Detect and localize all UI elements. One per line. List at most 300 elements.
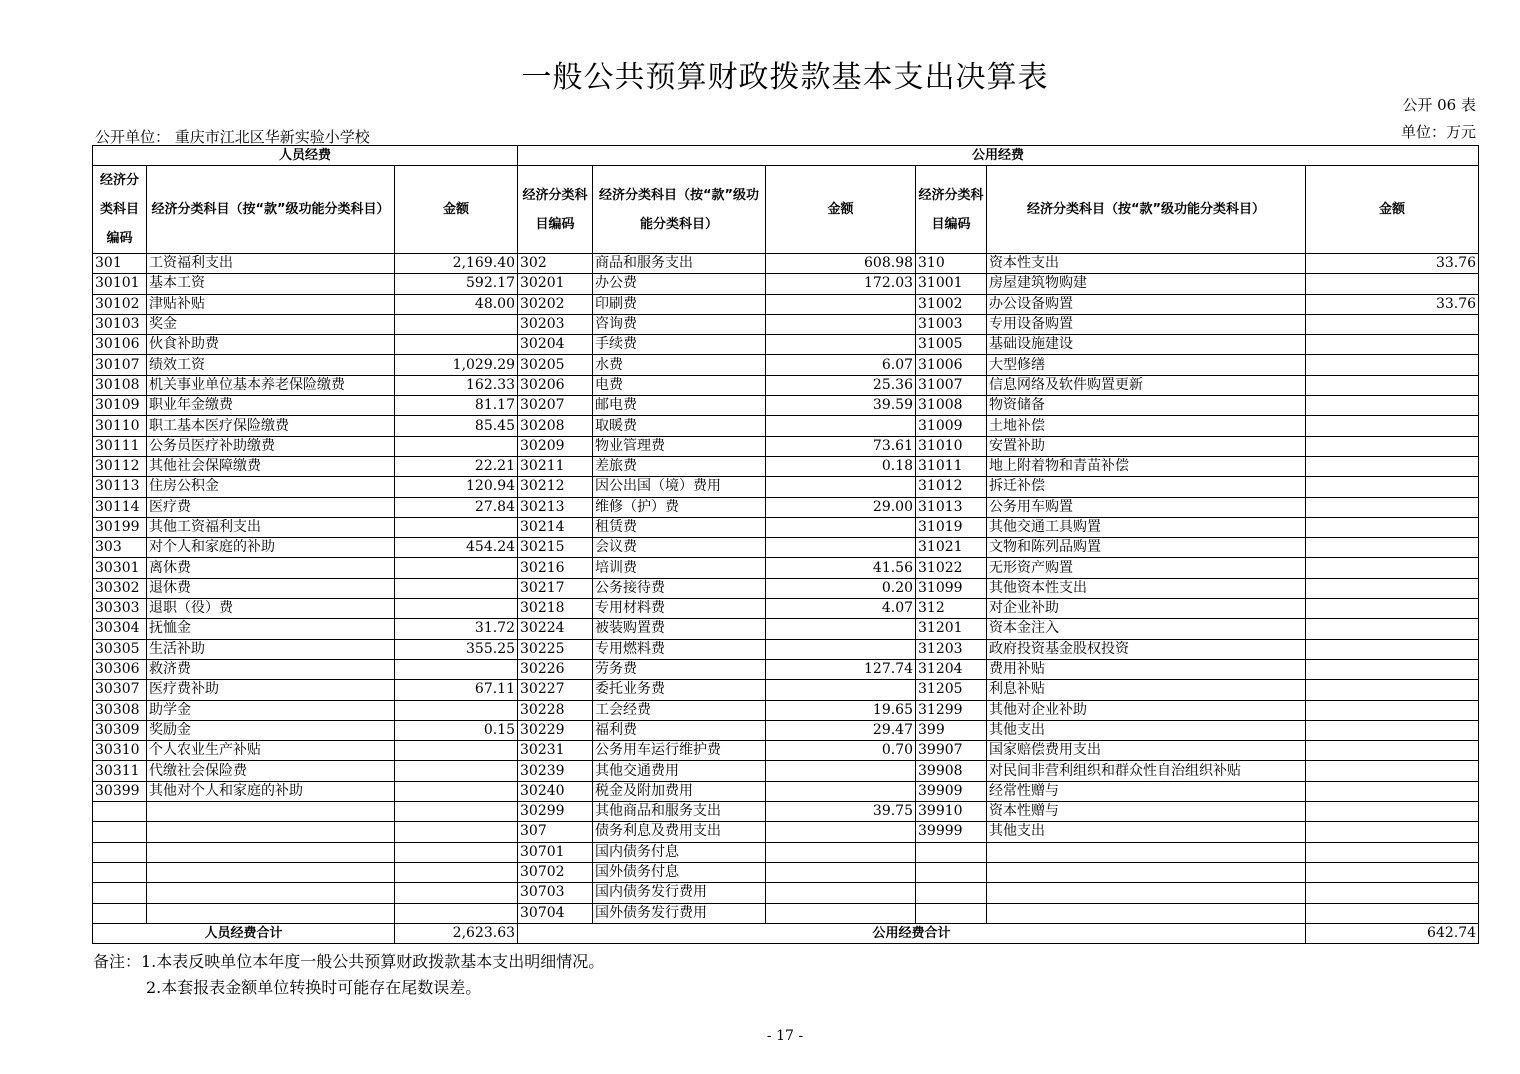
cell-amount xyxy=(1306,375,1479,395)
cell-amount xyxy=(1306,355,1479,375)
personnel-total-amount: 2,623.63 xyxy=(395,923,518,943)
table-row xyxy=(93,314,1479,334)
amount-header: 金额 xyxy=(395,166,518,254)
cell-name: 费用补贴 xyxy=(987,659,1306,679)
cell-name: 水费 xyxy=(593,355,766,375)
cell-name: 被装购置费 xyxy=(593,619,766,639)
note-line-1: 备注：1.本表反映单位本年度一般公共预算财政拨款基本支出明细情况。 xyxy=(93,952,605,971)
cell-code: 302 xyxy=(518,254,593,274)
note-line-2: 2.本套报表金额单位转换时可能存在尾数误差。 xyxy=(146,978,482,997)
cell-amount xyxy=(395,335,518,355)
cell-name: 机关事业单位基本养老保险缴费 xyxy=(147,375,395,395)
cell-amount xyxy=(395,741,518,761)
cell-name xyxy=(147,862,395,882)
cell-amount: 162.33 xyxy=(395,375,518,395)
cell-code: 30231 xyxy=(518,741,593,761)
table-row xyxy=(93,416,1479,436)
cell-code: 30206 xyxy=(518,375,593,395)
cell-name xyxy=(147,822,395,842)
cell-code: 31019 xyxy=(916,517,987,537)
cell-code xyxy=(93,862,147,882)
cell-code: 30240 xyxy=(518,781,593,801)
cell-code: 30305 xyxy=(93,639,147,659)
cell-code: 30205 xyxy=(518,355,593,375)
cell-name: 福利费 xyxy=(593,720,766,740)
group-header-row xyxy=(93,146,1479,166)
cell-amount: 0.15 xyxy=(395,720,518,740)
cell-code: 30199 xyxy=(93,517,147,537)
notes xyxy=(93,949,604,1001)
cell-code: 31008 xyxy=(916,396,987,416)
cell-amount xyxy=(1306,700,1479,720)
cell-name xyxy=(147,903,395,923)
page-title: 一般公共预算财政拨款基本支出决算表 xyxy=(521,60,1049,95)
table-row xyxy=(93,436,1479,456)
cell-code: 30216 xyxy=(518,558,593,578)
cell-code: 30309 xyxy=(93,720,147,740)
cell-name: 公务接待费 xyxy=(593,578,766,598)
public-group-header: 公用经费 xyxy=(518,146,1479,166)
cell-name: 利息补贴 xyxy=(987,680,1306,700)
cell-amount xyxy=(395,781,518,801)
cell-amount xyxy=(1306,862,1479,882)
table-row xyxy=(93,335,1479,355)
cell-code: 30110 xyxy=(93,416,147,436)
cell-name: 电费 xyxy=(593,375,766,395)
cell-amount: 25.36 xyxy=(766,375,916,395)
form-number: 公开 06 表 xyxy=(1402,96,1476,114)
cell-amount: 41.56 xyxy=(766,558,916,578)
cell-name: 物业管理费 xyxy=(593,436,766,456)
cell-amount: 27.84 xyxy=(395,497,518,517)
cell-name: 资本金注入 xyxy=(987,619,1306,639)
table-body xyxy=(93,254,1479,924)
cell-name: 文物和陈列品购置 xyxy=(987,538,1306,558)
cell-amount: 6.07 xyxy=(766,355,916,375)
cell-name: 其他交通费用 xyxy=(593,761,766,781)
cell-code: 301 xyxy=(93,254,147,274)
cell-amount: 355.25 xyxy=(395,639,518,659)
cell-amount xyxy=(1306,517,1479,537)
cell-name: 救济费 xyxy=(147,659,395,679)
cell-code: 31013 xyxy=(916,497,987,517)
cell-amount: 608.98 xyxy=(766,254,916,274)
cell-name: 印刷费 xyxy=(593,294,766,314)
cell-code: 399 xyxy=(916,720,987,740)
cell-amount: 29.00 xyxy=(766,497,916,517)
table-row xyxy=(93,680,1479,700)
cell-name: 其他对企业补助 xyxy=(987,700,1306,720)
cell-amount xyxy=(766,639,916,659)
cell-name: 医疗费 xyxy=(147,497,395,517)
cell-amount xyxy=(766,416,916,436)
cell-code: 30307 xyxy=(93,680,147,700)
cell-name: 因公出国（境）费用 xyxy=(593,477,766,497)
cell-amount: 2,169.40 xyxy=(395,254,518,274)
cell-name: 劳务费 xyxy=(593,659,766,679)
cell-code: 30201 xyxy=(518,274,593,294)
cell-code: 30213 xyxy=(518,497,593,517)
cell-code xyxy=(93,903,147,923)
cell-name: 其他商品和服务支出 xyxy=(593,802,766,822)
cell-code: 30701 xyxy=(518,842,593,862)
cell-amount: 22.21 xyxy=(395,456,518,476)
cell-amount xyxy=(395,314,518,334)
amount-header: 金额 xyxy=(766,166,916,254)
cell-name: 安置补助 xyxy=(987,436,1306,456)
cell-amount: 1,029.29 xyxy=(395,355,518,375)
cell-name: 政府投资基金股权投资 xyxy=(987,639,1306,659)
cell-amount: 172.03 xyxy=(766,274,916,294)
public-total-amount: 642.74 xyxy=(1306,923,1479,943)
cell-name: 基础设施建设 xyxy=(987,335,1306,355)
cell-code: 30702 xyxy=(518,862,593,882)
cell-amount xyxy=(766,477,916,497)
cell-code: 303 xyxy=(93,538,147,558)
cell-code: 30703 xyxy=(518,883,593,903)
cell-amount: 33.76 xyxy=(1306,254,1479,274)
cell-code: 30214 xyxy=(518,517,593,537)
cell-code: 30239 xyxy=(518,761,593,781)
cell-code: 30113 xyxy=(93,477,147,497)
cell-amount xyxy=(766,294,916,314)
cell-code: 30212 xyxy=(518,477,593,497)
table-row xyxy=(93,903,1479,923)
cell-code xyxy=(93,802,147,822)
cell-code: 31001 xyxy=(916,274,987,294)
cell-amount xyxy=(395,599,518,619)
table-row xyxy=(93,822,1479,842)
cell-code: 30302 xyxy=(93,578,147,598)
cell-code: 30108 xyxy=(93,375,147,395)
cell-amount xyxy=(1306,558,1479,578)
cell-amount xyxy=(766,517,916,537)
table-row xyxy=(93,883,1479,903)
cell-name: 工会经费 xyxy=(593,700,766,720)
cell-name: 咨询费 xyxy=(593,314,766,334)
cell-name: 退休费 xyxy=(147,578,395,598)
cell-code: 310 xyxy=(916,254,987,274)
cell-code: 30304 xyxy=(93,619,147,639)
table-row xyxy=(93,842,1479,862)
public-total-label: 公用经费合计 xyxy=(518,923,1306,943)
cell-name: 差旅费 xyxy=(593,456,766,476)
table-row xyxy=(93,862,1479,882)
cell-code: 31012 xyxy=(916,477,987,497)
cell-amount xyxy=(395,436,518,456)
cell-amount xyxy=(766,761,916,781)
cell-amount xyxy=(1306,396,1479,416)
cell-code xyxy=(916,883,987,903)
organization-label: 公开单位： 重庆市江北区华新实验小学校 xyxy=(95,128,370,146)
table-row xyxy=(93,639,1479,659)
cell-amount xyxy=(395,822,518,842)
cell-amount xyxy=(1306,903,1479,923)
cell-name: 专用材料费 xyxy=(593,599,766,619)
cell-code: 307 xyxy=(518,822,593,842)
cell-code xyxy=(916,862,987,882)
table-row xyxy=(93,720,1479,740)
cell-code: 31006 xyxy=(916,355,987,375)
cell-amount xyxy=(1306,802,1479,822)
cell-name: 对民间非营利组织和群众性自治组织补贴 xyxy=(987,761,1306,781)
cell-name: 专用燃料费 xyxy=(593,639,766,659)
cell-amount xyxy=(395,517,518,537)
table-row xyxy=(93,254,1479,274)
cell-amount xyxy=(1306,842,1479,862)
cell-amount xyxy=(395,862,518,882)
cell-amount xyxy=(1306,497,1479,517)
cell-code: 30218 xyxy=(518,599,593,619)
cell-amount xyxy=(1306,883,1479,903)
cell-name: 地上附着物和青苗补偿 xyxy=(987,456,1306,476)
cell-code: 30114 xyxy=(93,497,147,517)
cell-name: 其他资本性支出 xyxy=(987,578,1306,598)
cell-name: 办公设备购置 xyxy=(987,294,1306,314)
cell-amount xyxy=(1306,619,1479,639)
cell-amount: 592.17 xyxy=(395,274,518,294)
cell-amount xyxy=(1306,741,1479,761)
cell-code: 30209 xyxy=(518,436,593,456)
cell-name: 信息网络及软件购置更新 xyxy=(987,375,1306,395)
cell-name: 对个人和家庭的补助 xyxy=(147,538,395,558)
cell-name: 对企业补助 xyxy=(987,599,1306,619)
cell-name: 住房公积金 xyxy=(147,477,395,497)
cell-name: 会议费 xyxy=(593,538,766,558)
cell-amount: 127.74 xyxy=(766,659,916,679)
cell-name: 国内债务发行费用 xyxy=(593,883,766,903)
cell-code xyxy=(93,883,147,903)
cell-amount: 0.18 xyxy=(766,456,916,476)
cell-amount xyxy=(1306,456,1479,476)
cell-amount xyxy=(1306,578,1479,598)
cell-code: 30106 xyxy=(93,335,147,355)
code-header: 经济分类科目编码 xyxy=(93,166,147,254)
cell-code: 30215 xyxy=(518,538,593,558)
table-row xyxy=(93,781,1479,801)
expenditure-table xyxy=(92,145,1479,944)
cell-name: 工资福利支出 xyxy=(147,254,395,274)
cell-code: 30203 xyxy=(518,314,593,334)
cell-name: 其他支出 xyxy=(987,822,1306,842)
cell-code: 30301 xyxy=(93,558,147,578)
cell-name: 资本性支出 xyxy=(987,254,1306,274)
cell-code: 30102 xyxy=(93,294,147,314)
cell-amount: 33.76 xyxy=(1306,294,1479,314)
cell-name: 租赁费 xyxy=(593,517,766,537)
cell-code: 30229 xyxy=(518,720,593,740)
cell-name: 国外债务付息 xyxy=(593,862,766,882)
cell-code: 312 xyxy=(916,599,987,619)
cell-name xyxy=(147,842,395,862)
cell-amount xyxy=(766,862,916,882)
cell-name: 经常性赠与 xyxy=(987,781,1306,801)
cell-name: 国外债务发行费用 xyxy=(593,903,766,923)
cell-name: 伙食补助费 xyxy=(147,335,395,355)
cell-name: 商品和服务支出 xyxy=(593,254,766,274)
cell-amount: 39.59 xyxy=(766,396,916,416)
cell-amount xyxy=(395,700,518,720)
cell-name: 公务用车购置 xyxy=(987,497,1306,517)
cell-amount xyxy=(766,680,916,700)
cell-amount xyxy=(395,802,518,822)
cell-name: 其他支出 xyxy=(987,720,1306,740)
cell-code: 30101 xyxy=(93,274,147,294)
cell-amount xyxy=(1306,335,1479,355)
cell-amount: 39.75 xyxy=(766,802,916,822)
cell-amount xyxy=(1306,761,1479,781)
cell-amount xyxy=(395,761,518,781)
cell-name xyxy=(987,862,1306,882)
table-row xyxy=(93,477,1479,497)
cell-name: 委托业务费 xyxy=(593,680,766,700)
table-row xyxy=(93,375,1479,395)
table-row xyxy=(93,802,1479,822)
table-row xyxy=(93,396,1479,416)
cell-amount: 19.65 xyxy=(766,700,916,720)
cell-name: 无形资产购置 xyxy=(987,558,1306,578)
cell-amount xyxy=(1306,274,1479,294)
name-header: 经济分类科目（按“款”级功能分类科目） xyxy=(593,166,766,254)
table-row xyxy=(93,659,1479,679)
cell-code: 31002 xyxy=(916,294,987,314)
cell-amount xyxy=(766,903,916,923)
cell-name: 其他对个人和家庭的补助 xyxy=(147,781,395,801)
cell-name: 资本性赠与 xyxy=(987,802,1306,822)
personnel-group-header: 人员经费 xyxy=(93,146,518,166)
cell-name: 奖励金 xyxy=(147,720,395,740)
cell-name: 物资储备 xyxy=(987,396,1306,416)
cell-code: 39908 xyxy=(916,761,987,781)
cell-amount: 454.24 xyxy=(395,538,518,558)
cell-code: 39907 xyxy=(916,741,987,761)
table-row xyxy=(93,274,1479,294)
cell-amount xyxy=(766,335,916,355)
cell-code: 31009 xyxy=(916,416,987,436)
cell-code: 30204 xyxy=(518,335,593,355)
cell-name: 公务用车运行维护费 xyxy=(593,741,766,761)
cell-name: 取暖费 xyxy=(593,416,766,436)
cell-amount xyxy=(766,314,916,334)
cell-code: 31022 xyxy=(916,558,987,578)
unit-label: 单位：万元 xyxy=(1400,123,1476,141)
cell-code: 31299 xyxy=(916,700,987,720)
cell-name: 个人农业生产补贴 xyxy=(147,741,395,761)
cell-code: 30103 xyxy=(93,314,147,334)
cell-amount xyxy=(766,842,916,862)
cell-amount xyxy=(395,578,518,598)
cell-amount: 120.94 xyxy=(395,477,518,497)
cell-name: 助学金 xyxy=(147,700,395,720)
cell-code: 30704 xyxy=(518,903,593,923)
cell-code: 30217 xyxy=(518,578,593,598)
cell-amount xyxy=(1306,538,1479,558)
cell-amount xyxy=(766,781,916,801)
cell-name: 拆迁补偿 xyxy=(987,477,1306,497)
table-row xyxy=(93,294,1479,314)
table-row xyxy=(93,355,1479,375)
cell-code: 30111 xyxy=(93,436,147,456)
table-row xyxy=(93,517,1479,537)
cell-amount: 29.47 xyxy=(766,720,916,740)
cell-name: 绩效工资 xyxy=(147,355,395,375)
cell-amount xyxy=(766,538,916,558)
cell-amount: 48.00 xyxy=(395,294,518,314)
cell-code xyxy=(916,903,987,923)
cell-amount xyxy=(1306,436,1479,456)
cell-code: 30225 xyxy=(518,639,593,659)
amount-header: 金额 xyxy=(1306,166,1479,254)
page-number: - 17 - xyxy=(766,1028,804,1044)
cell-code: 31003 xyxy=(916,314,987,334)
cell-code: 30310 xyxy=(93,741,147,761)
cell-code: 30202 xyxy=(518,294,593,314)
cell-amount: 31.72 xyxy=(395,619,518,639)
cell-name: 医疗费补助 xyxy=(147,680,395,700)
cell-name xyxy=(147,883,395,903)
cell-amount: 81.17 xyxy=(395,396,518,416)
cell-name: 土地补偿 xyxy=(987,416,1306,436)
table-row xyxy=(93,700,1479,720)
cell-name xyxy=(987,883,1306,903)
cell-code xyxy=(916,842,987,862)
table-row xyxy=(93,619,1479,639)
cell-amount xyxy=(1306,599,1479,619)
cell-code: 30224 xyxy=(518,619,593,639)
cell-code: 30308 xyxy=(93,700,147,720)
code-header: 经济分类科目编码 xyxy=(518,166,593,254)
cell-name: 奖金 xyxy=(147,314,395,334)
cell-code: 30399 xyxy=(93,781,147,801)
cell-code xyxy=(93,822,147,842)
cell-code: 31099 xyxy=(916,578,987,598)
cell-amount xyxy=(766,619,916,639)
cell-code: 30107 xyxy=(93,355,147,375)
cell-code: 39909 xyxy=(916,781,987,801)
cell-amount: 0.20 xyxy=(766,578,916,598)
cell-name: 国家赔偿费用支出 xyxy=(987,741,1306,761)
cell-name: 生活补助 xyxy=(147,639,395,659)
cell-code: 31005 xyxy=(916,335,987,355)
cell-amount xyxy=(1306,639,1479,659)
cell-amount xyxy=(1306,720,1479,740)
cell-code: 30299 xyxy=(518,802,593,822)
cell-name: 手续费 xyxy=(593,335,766,355)
cell-amount: 0.70 xyxy=(766,741,916,761)
cell-name: 基本工资 xyxy=(147,274,395,294)
cell-code: 30306 xyxy=(93,659,147,679)
cell-code: 30311 xyxy=(93,761,147,781)
cell-name: 其他工资福利支出 xyxy=(147,517,395,537)
cell-name: 办公费 xyxy=(593,274,766,294)
cell-code: 39910 xyxy=(916,802,987,822)
table-row xyxy=(93,497,1479,517)
name-header: 经济分类科目（按“款”级功能分类科目） xyxy=(147,166,395,254)
cell-name: 其他社会保障缴费 xyxy=(147,456,395,476)
cell-amount xyxy=(1306,314,1479,334)
cell-name: 代缴社会保险费 xyxy=(147,761,395,781)
cell-code: 30228 xyxy=(518,700,593,720)
cell-code: 30109 xyxy=(93,396,147,416)
cell-name: 税金及附加费用 xyxy=(593,781,766,801)
cell-amount xyxy=(395,842,518,862)
cell-name: 债务利息及费用支出 xyxy=(593,822,766,842)
table-row xyxy=(93,741,1479,761)
cell-amount xyxy=(1306,781,1479,801)
cell-code: 30211 xyxy=(518,456,593,476)
cell-code: 31201 xyxy=(916,619,987,639)
cell-amount xyxy=(766,883,916,903)
